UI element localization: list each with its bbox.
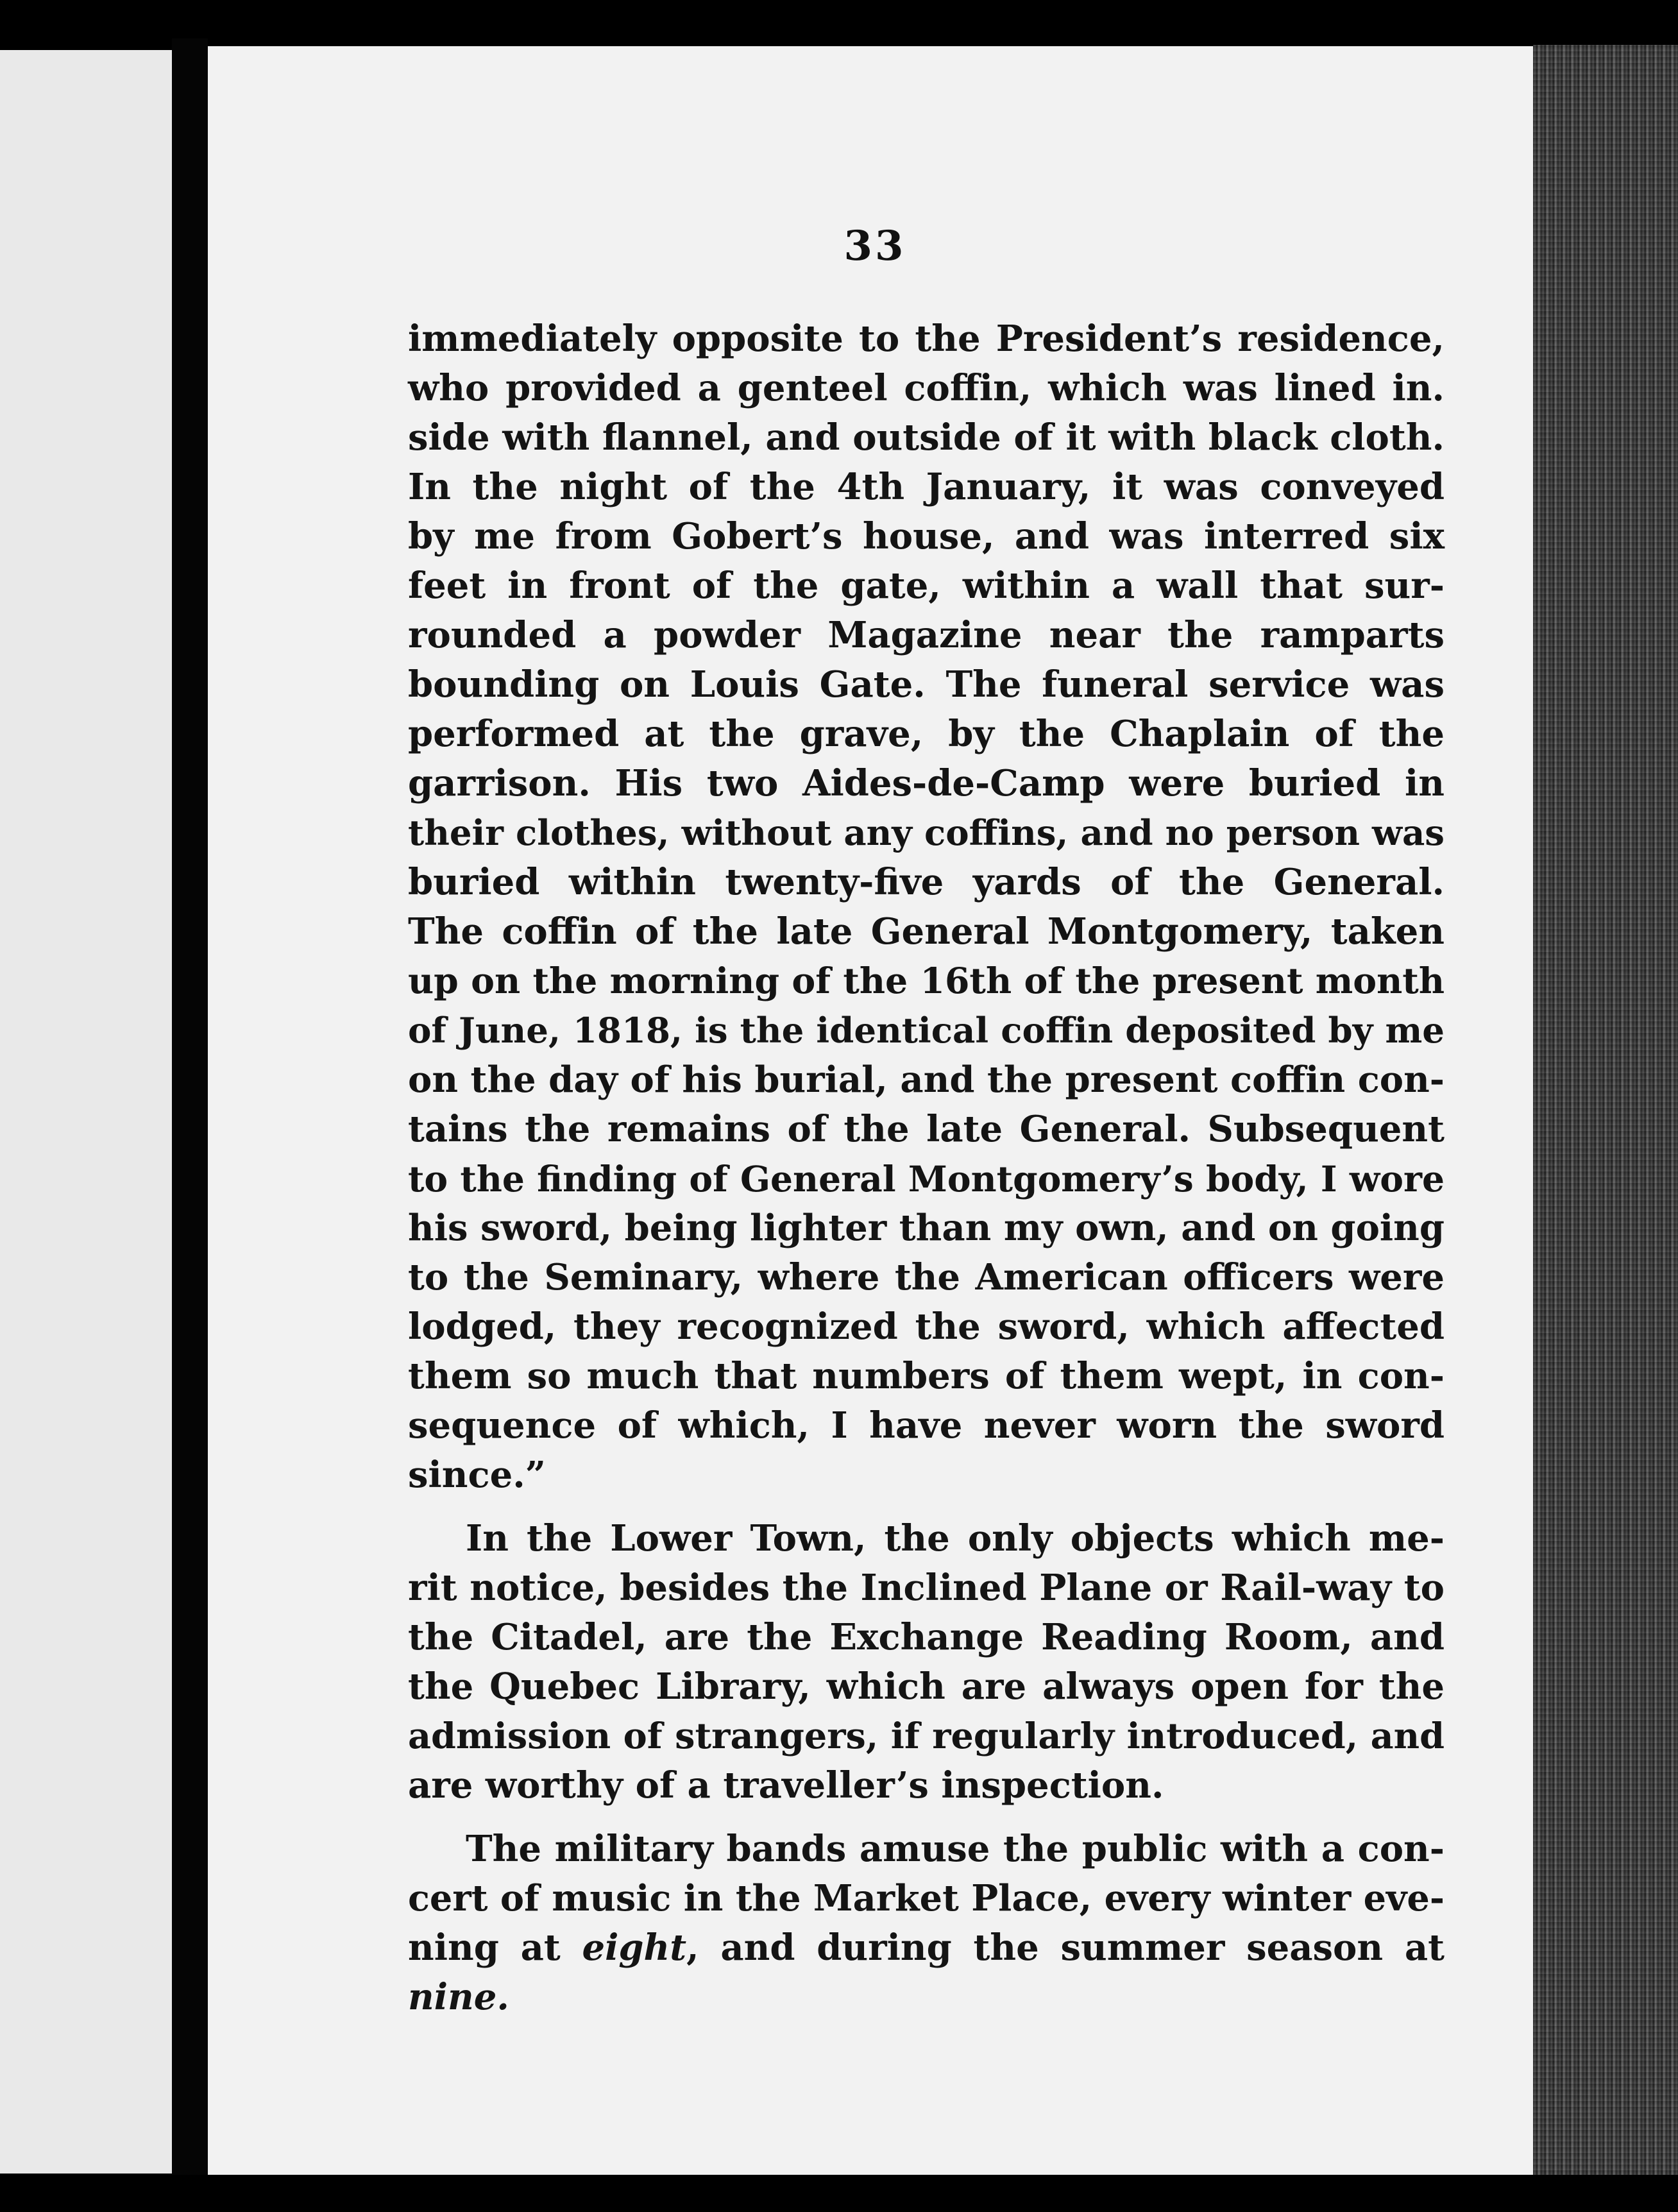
text-line: on the day of his burial, and the present coffin con-	[408, 1059, 1445, 1101]
page-number: 33	[843, 222, 906, 270]
book-gutter	[172, 38, 208, 2200]
text-run: , and during the summer season at	[686, 1927, 1445, 1969]
text-line: side with flannel, and outside of it with black cloth.	[408, 416, 1445, 459]
text-line: cert of music in the Market Place, every winter eve-	[408, 1878, 1445, 1919]
text-line: the Quebec Library, which are always open for the	[408, 1665, 1445, 1708]
text-line: performed at the grave, by the Chaplain of the	[408, 713, 1445, 755]
italic-word: eight	[582, 1927, 687, 1969]
text-line: since.”	[408, 1454, 546, 1496]
text-run: ning at	[408, 1927, 582, 1969]
text-line: his sword, being lighter than my own, and on going	[408, 1207, 1445, 1249]
text-line: In the Lower Town, the only objects which me-	[466, 1517, 1445, 1560]
page-fore-edge	[1533, 45, 1678, 2188]
scan-border	[0, 2175, 1678, 2212]
text-line: of June, 1818, is the identical coffin deposited by me	[408, 1010, 1445, 1051]
text-line: In the night of the 4th January, it was conveyed	[408, 466, 1445, 508]
text-line: feet in front of the gate, within a wall that sur-	[408, 565, 1445, 607]
text-line: nine.	[408, 1976, 509, 2018]
text-line: garrison. His two Aides-de-Camp were buried in	[408, 762, 1445, 804]
text-line: to the finding of General Montgomery’s body, I wore	[408, 1158, 1445, 1200]
text-line: by me from Gobert’s house, and was interred six	[408, 515, 1445, 557]
text-line: them so much that numbers of them wept, in con-	[408, 1355, 1445, 1397]
text-line: to the Seminary, where the American officers were	[408, 1256, 1445, 1298]
text-line: are worthy of a traveller’s inspection.	[408, 1764, 1164, 1807]
text-line: who provided a genteel coffin, which was lined in.	[408, 367, 1445, 409]
text-line: rounded a powder Magazine near the ramparts	[408, 614, 1445, 656]
text-line: bounding on Louis Gate. The funeral service was	[408, 663, 1445, 706]
text-line: admission of strangers, if regularly introduced, and	[408, 1715, 1445, 1757]
facing-page-edge	[0, 50, 172, 2174]
text-line: rit notice, besides the Inclined Plane or Rail-way to	[408, 1567, 1445, 1609]
text-line: tains the remains of the late General. Subsequent	[408, 1108, 1445, 1150]
body-text	[408, 314, 1445, 2022]
text-line: The military bands amuse the public with a con-	[466, 1828, 1445, 1870]
text-line: lodged, they recognized the sword, which affected	[408, 1306, 1445, 1348]
text-line: immediately opposite to the President’s residence,	[408, 318, 1445, 360]
text-line: sequence of which, I have never worn the sword	[408, 1404, 1445, 1447]
text-line	[408, 1923, 1445, 1973]
text-line: the Citadel, are the Exchange Reading Room, and	[408, 1616, 1445, 1658]
text-line: their clothes, without any coffins, and no person was	[408, 812, 1445, 853]
text-line: The coffin of the late General Montgomery, taken	[408, 910, 1445, 953]
text-line: up on the morning of the 16th of the present month	[408, 960, 1445, 1002]
text-line: buried within twenty-five yards of the General.	[408, 861, 1445, 903]
